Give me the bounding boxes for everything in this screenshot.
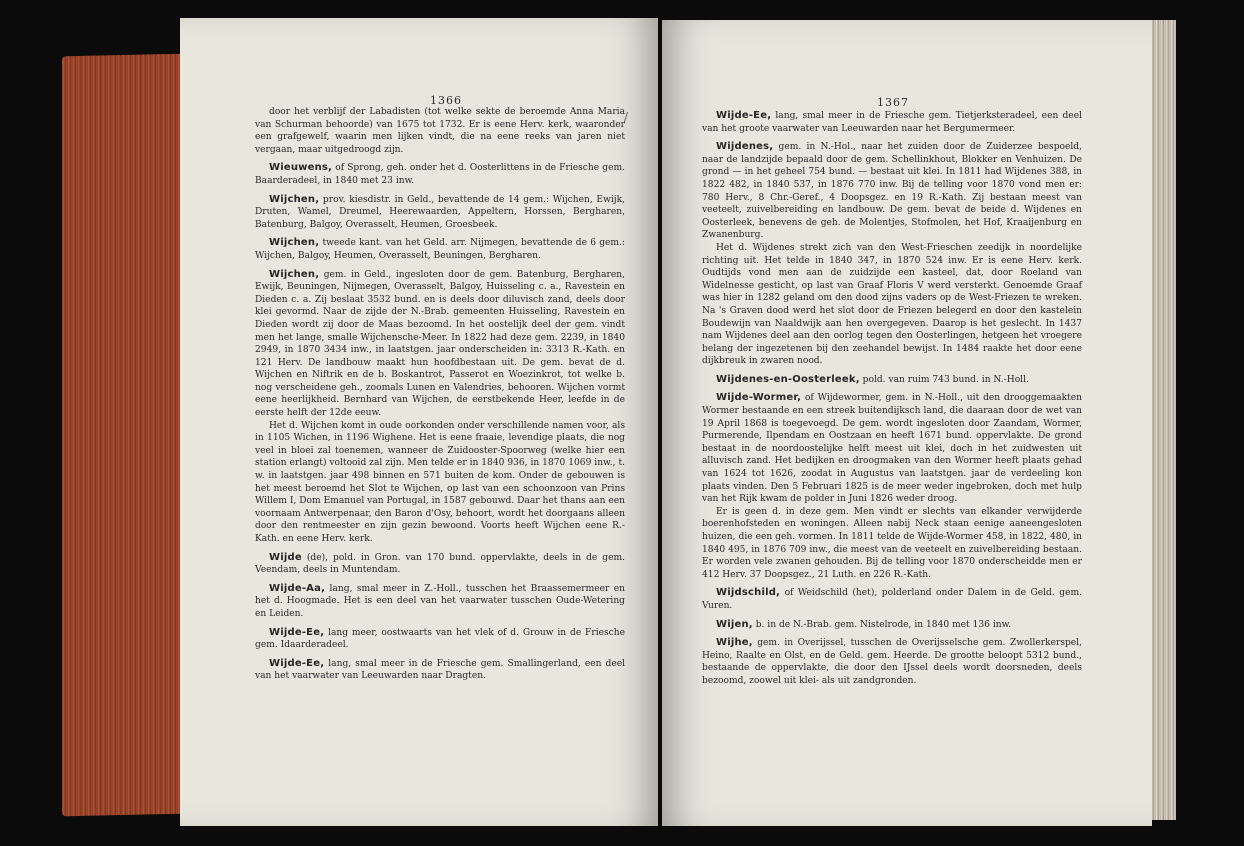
headword: Wijchen, (269, 268, 320, 280)
headword: Wijdenes, (716, 141, 774, 153)
headword: Wijen, (716, 618, 753, 630)
entry-text: prov. kiesdistr. in Geld., bevattende de 14 gem.: Wijchen, Ewijk, Druten, Wamel, Dreumel, Heerewaarden, Appeltern, Horssen, Bergharen, Batenburg, Balgoy, Overasselt, Heumen, Groesbeek. (255, 194, 625, 230)
entry (702, 506, 1082, 582)
entry (702, 619, 1082, 632)
right-page-text (702, 110, 1082, 694)
entry-text: pold. van ruim 743 bund. in N.-Holl. (862, 374, 1029, 385)
entry (255, 106, 625, 156)
entry-text: gem. in N.-Hol., naar het zuiden door de Zuiderzee bespoeld, naar de landzijde bepaald door de gem. Schellinkhout, Blokker en Venhuizen. De grond — in het geheel 754 bund. — bestaat uit klei. In 1811 had Wijdenes 388, in 1822 482, in 1840 537, in 1876 770 inw. Bij de telling voor 1870 vond men er: 780 Herv., 8 Chr.-Geref., 4 Doopsgez. en 19 R.-Kath. Zij bestaan meest van veeteelt, zuivelbereiding en landbouw. De gem. bevat de beide d. Wijdenes en Oosterleek, benevens de geh. de Molentjes, Stofmolen, het Hof, Kraaijenburg en Zwanenburg. (702, 142, 1082, 241)
entry-text: gem. in Geld., ingesloten door de gem. Batenburg, Bergharen, Ewijk, Beuningen, Nijmegen, Overasselt, Balgoy, Huisseling c. a., Ravestein en Dieden c. a. Zij beslaat 3532 bund. en is deels door diluvisch zand, deels door klei gevormd. Naar de zijde der N.-Brab. gemeenten Huisseling, Ravestein en Dieden wordt zij door de Maas bezoomd. In het oostelijk deel der gem. vindt men het lange, smalle Wijchensche-Meer. In 1822 had deze gem. 2239, in 1840 2949, in 1870 3434 inw., in laatstgen. jaar onderscheiden in: 3313 R.-Kath. en 121 Herv. De landbouw maakt hun hoofdbestaan uit. De gem. bevat de d. Wijchen en Niftrik en de b. Boskantrot, Passerot en Woezinkrot, tot welke b. nog verscheidene geh., zoomals Lunen en Valendries, behooren. Wijchen vormt eene heerlijkheid. Bernhard van Wijchen, de eerstbekende Heer, leefde in de eerste helft der 12de eeuw. (255, 269, 625, 419)
headword: Wijdschild, (716, 587, 781, 599)
entry-text: b. in de N.-Brab. gem. Nistelrode, in 1840 met 136 inw. (755, 619, 1012, 630)
entry-text: of Sprong, geh. onder het d. Oosterlittens in de Friesche gem. Baarderadeel, in 1840 met 23 inw. (255, 163, 625, 186)
entry (702, 392, 1082, 505)
page-number: 1367 (877, 96, 909, 109)
entry-text: door het verblijf der Labadisten (tot welke sekte de beroemde Anna Maria van Schurman behoorde) van 1675 tot 1732. Er is eene Herv. kerk, waaronder een grafgewelf, waarin men lijken vindt, die na eene reeks van jaren niet vergaan, maar uitgedroogd zijn. (255, 107, 625, 155)
headword: Wijhe, (716, 637, 753, 649)
entry (255, 237, 625, 262)
entry (255, 194, 625, 232)
headword: Wijde-Ee, (716, 110, 772, 121)
entry-text: gem. in Overijssel, tusschen de Overijsselsche gem. Zwollerkerspel, Heino, Raalte en Olst, en de Geld. gem. Heerde. De grootte beloopt 5312 bund., bestaande de oppervlakte, die door den IJssel deels wordt doorsneden, deels bezoomd, zoowel uit klei- als uit zandgronden. (702, 638, 1082, 686)
headword: Wijchen, (269, 193, 320, 205)
entry (702, 110, 1082, 135)
entry-text: Het d. Wijchen komt in oude oorkonden onder verschillende namen voor, als in 1105 Wichen, in 1196 Wighene. Het is eene fraaie, levendige plaats, die nog veel in bloei zal toenemen, wanneer de Zuidooster-Spoorweg (welke hier een station erlangt) voltooid zal zijn. Men telde er in 1840 936, in 1870 1069 inw., t. w. in laatstgen. jaar 498 binnen en 571 buiten de kom. Onder de gebouwen is het meest beroemd het Slot te Wijchen, op last van een schoonzoon van Prins Willem I, Dom Emanuel van Portugal, in 1587 gebouwd. Daar het thans aan een voornaam Antwerpenaar, den Baron d'Osy, behoort, wordt het doorgaans alleen door den rentmeester en zijn gezin bewoond. Voorts heeft Wijchen eene R.-Kath. en eene Herv. kerk. (255, 420, 625, 544)
page-edges-left (62, 54, 184, 817)
entry (255, 658, 625, 683)
entry-text: lang, smal meer in de Friesche gem. Tietjerksteradeel, een deel van het groote vaarwater van Leeuwarden naar het Bergumermeer. (702, 111, 1082, 134)
entry-text: Er is geen d. in deze gem. Men vindt er slechts van elkander verwijderde boerenhofsteden en woningen. Alleen nabij Neck staan eenige aaneengesloten huizen, die een geh. vormen. In 1811 telde de Wijde-Wormer 458, in 1822, 480, in 1840 495, in 1876 709 inw., die meest van de veeteelt en zuivelbereiding bestaan. Er worden vele zwanen gehouden. Bij de telling voor 1870 onderscheidde men er 412 Herv. 37 Doopsgez., 21 Luth. en 226 R.-Kath. (702, 506, 1082, 580)
entry (702, 242, 1082, 368)
headword: Wijde-Wormer, (716, 392, 802, 404)
entry (255, 269, 625, 420)
entry-text: (de), pold. in Gron. van 170 bund. oppervlakte, deels in de gem. Veendam, deels in Muntendam. (255, 552, 625, 576)
entry (702, 587, 1082, 612)
entry (702, 637, 1082, 687)
entry-text: lang, smal meer in Z.-Holl., tusschen het Braassemermeer en het d. Hoogmade. Het is een deel van het vaarwater tusschen Oude-Wetering en Leiden. (255, 583, 625, 619)
right-page (662, 20, 1152, 826)
pencil-mark: / (623, 110, 628, 124)
headword: Wijchen, (269, 237, 320, 249)
entry-text: of Weidschild (het), polderland onder Dalem in de Geld. gem. Vuren. (702, 588, 1082, 611)
entry-text: lang, smal meer in de Friesche gem. Smallingerland, een deel van het vaarwater van Leeuwarden naar Dragten. (255, 658, 625, 682)
entry (255, 552, 625, 577)
entry (702, 374, 1082, 387)
entry-text: tweede kant. van het Geld. arr. Nijmegen, bevattende de 6 gem.: Wijchen, Balgoy, Heumen, Overasselt, Beuningen, Bergharen. (255, 238, 625, 261)
headword: Wijde-Ee, (269, 657, 325, 669)
entry-text: Het d. Wijdenes strekt zich van den West-Frieschen zeedijk in noordelijke richting uit. Het telde in 1840 347, in 1870 524 inw. Er is eene Herv. kerk. Oudtijds vond men aan de zuidzijde een kasteel, dat, door Roeland van Widelnesse gesticht, op last van Graaf Floris V werd versterkt. Genoemde Graaf was hier in 1282 geland om den dood zijns vaders op de West-Friezen te wreken. Na 's Graven dood werd het slot door de Friezen belegerd en door den kastelein Boudewijn van Naaldwijk aan hen overgegeven. Daarop is het geslecht. In 1437 nam Wijdenes deel aan den oorlog tegen den Oosterlingen, hetgeen het vroegere belang der ingezetenen bij den zeehandel bewijst. In 1484 raakte het door eene dijkbreuk in zwaren nood. (702, 242, 1082, 367)
entry (702, 141, 1082, 242)
entry (255, 420, 625, 546)
entry (255, 162, 625, 187)
entry-text: of Wijdewormer, gem. in N.-Holl., uit den drooggemaakten Wormer bestaande en een streek buitendijksch land, die daaraan door de wet van 19 April 1868 is toegevoegd. De gem. wordt ingesloten door Zaandam, Wormer, Purmerende, Ilpendam en Oostzaan en heeft 1671 bund. oppervlakte. De grond bestaat in de noordoostelijke helft meest uit klei, doch in het zuidwesten uit alluvisch zand. Het bedijken en droogmaken van den Wormer heeft plaats gehad van 1624 tot 1626, zoodat in Augustus van laatstgen. jaar de verdeeling kon plaats vinden. Den 5 Februari 1825 is de meer weder ingebroken, doch met hulp van het Rijk kwam de polder in Juni 1826 weder droog. (702, 393, 1082, 505)
left-page-text (255, 106, 625, 689)
headword: Wijde (269, 551, 302, 563)
headword: Wijde-Aa, (269, 582, 326, 594)
headword: Wijdenes-en-Oosterleek, (716, 373, 860, 385)
left-page (180, 18, 658, 826)
entry (255, 627, 625, 652)
headword: Wieuwens, (269, 162, 333, 174)
page-number: 1366 (430, 94, 462, 107)
page-edges-right (1150, 20, 1176, 820)
headword: Wijde-Ee, (269, 626, 325, 638)
entry-text: lang meer, oostwaarts van het vlek of d. Grouw in de Friesche gem. Idaarderadeel. (255, 627, 625, 651)
entry (255, 583, 625, 621)
